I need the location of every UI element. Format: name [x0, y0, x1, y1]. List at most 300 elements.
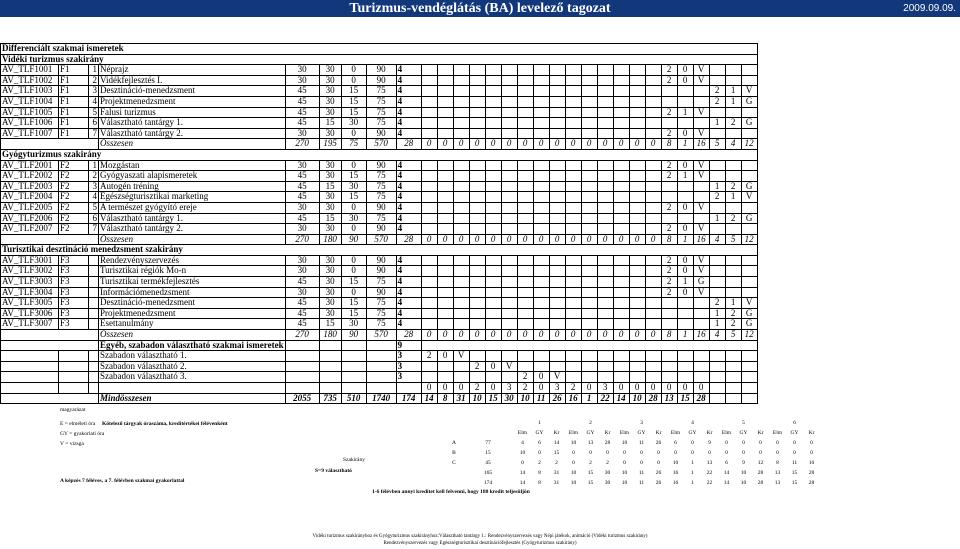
semester-cell: [741, 277, 757, 288]
semester-cell: [613, 361, 629, 372]
hours-cell: 9: [396, 340, 421, 351]
summary-blank: [500, 438, 514, 448]
hours-cell: 4: [396, 181, 421, 192]
course-index: [89, 383, 99, 394]
semester-subhead: GY: [637, 430, 646, 436]
semester-cell: [677, 181, 693, 192]
summary-cell: 8: [538, 480, 541, 486]
semester-cell: [517, 65, 533, 76]
semester-cell: 22: [597, 393, 613, 404]
semester-cell: [581, 255, 597, 266]
hours-cell: 15: [341, 86, 366, 97]
summary-cell: 0: [589, 450, 592, 456]
semester-cell: 2: [709, 192, 725, 203]
summary-cell: 15: [791, 470, 798, 476]
semester-cell: [645, 224, 661, 235]
course-name: Választható tantárgy 1.: [99, 213, 286, 224]
semester-cell: [725, 351, 741, 362]
semester-subhead: Kr: [808, 430, 815, 436]
semester-cell: [613, 118, 629, 129]
semester-cell: 0: [629, 383, 645, 394]
summary-cell: 13: [774, 470, 781, 476]
page-date: 2009.09.09.: [903, 3, 956, 14]
semester-cell: [677, 213, 693, 224]
semester-cell: [565, 255, 581, 266]
semester-cell: [533, 277, 549, 288]
summary-cell: 8: [776, 460, 779, 466]
hours-cell: 30: [319, 171, 341, 182]
semester-cell: [517, 266, 533, 277]
course-name: Turisztikai termékfejlesztés: [99, 277, 286, 288]
semester-cell: [693, 181, 709, 192]
table-row: [1, 266, 758, 277]
semester-cell: 0: [421, 234, 437, 245]
semester-cell: [501, 118, 517, 129]
semester-cell: [565, 298, 581, 309]
semester-cell: [661, 86, 677, 97]
summary-cell: 2: [538, 460, 541, 466]
summary-cell: 10: [570, 480, 577, 486]
hours-cell: 30: [319, 86, 341, 97]
semester-cell: [741, 224, 757, 235]
hours-cell: 0: [341, 202, 366, 213]
summary-cell: 0: [674, 450, 677, 456]
semester-cell: [469, 107, 485, 118]
semester-cell: 0: [677, 383, 693, 394]
hours-cell: [366, 361, 396, 372]
semester-cell: [725, 361, 741, 372]
semester-cell: [709, 393, 725, 404]
semester-cell: 5: [725, 234, 741, 245]
course-index: 4: [89, 192, 99, 203]
semester-cell: [549, 298, 565, 309]
table-row: [1, 107, 758, 118]
semester-cell: [613, 287, 629, 298]
semester-cell: [421, 372, 437, 383]
semester-cell: [645, 181, 661, 192]
semester-cell: 2: [661, 202, 677, 213]
semester-cell: 0: [677, 75, 693, 86]
summary-cell: 10: [621, 480, 628, 486]
hours-cell: 45: [285, 277, 319, 288]
semester-cell: 1: [581, 393, 597, 404]
semester-cell: [517, 319, 533, 330]
semester-cell: [581, 118, 597, 129]
summary-cell: 9: [708, 440, 711, 446]
semester-cell: [629, 128, 645, 139]
summary-cell: 31: [553, 480, 560, 486]
summary-cell: 15: [587, 480, 594, 486]
semester-cell: 0: [581, 234, 597, 245]
course-name: Gyógyaszati alapismeretek: [99, 171, 286, 182]
summary-label: [432, 468, 476, 478]
semester-cell: [597, 160, 613, 171]
course-name: Esettanulmány: [99, 319, 286, 330]
summary-blank: [500, 458, 514, 468]
summary-blank: [500, 468, 514, 478]
hours-cell: 30: [319, 277, 341, 288]
semester-cell: [421, 75, 437, 86]
semester-cell: [517, 171, 533, 182]
semester-cell: 8: [437, 393, 453, 404]
course-name: Választható tantárgy 2.: [99, 128, 286, 139]
semester-cell: 2: [709, 86, 725, 97]
summary-cell: 10: [570, 440, 577, 446]
semester-number: 2: [589, 420, 592, 426]
total-label: Összesen: [99, 234, 286, 245]
semester-cell: 1: [709, 319, 725, 330]
semester-cell: 1: [709, 308, 725, 319]
semester-subhead: GY: [535, 430, 544, 436]
semester-cell: [581, 202, 597, 213]
semester-cell: [597, 277, 613, 288]
hours-cell: [285, 351, 319, 362]
semester-cell: [549, 213, 565, 224]
hours-cell: 30: [319, 308, 341, 319]
semester-cell: G: [741, 308, 757, 319]
hours-cell: 0: [341, 266, 366, 277]
course-name: Projektmenedzsment: [99, 96, 286, 107]
hours-cell: 90: [366, 160, 396, 171]
section-heading: Vidéki turizmus szakirány: [1, 54, 758, 65]
hours-cell: 510: [341, 393, 366, 404]
semester-cell: [661, 361, 677, 372]
hours-cell: 30: [319, 128, 341, 139]
semester-cell: [533, 298, 549, 309]
semester-subhead: Elm: [721, 430, 732, 436]
semester-cell: 10: [629, 393, 645, 404]
semester-cell: [437, 277, 453, 288]
hours-cell: 75: [366, 277, 396, 288]
semester-cell: [565, 266, 581, 277]
hours-cell: 0: [341, 160, 366, 171]
semester-subhead: Elm: [568, 430, 579, 436]
semester-cell: G: [693, 277, 709, 288]
legend-note: S=9 választható: [315, 468, 352, 474]
semester-cell: [437, 266, 453, 277]
semester-cell: 2: [661, 224, 677, 235]
summary-cell: 0: [691, 440, 694, 446]
hours-cell: [396, 383, 421, 394]
section-heading: Differenciált szakmai ismeretek: [1, 44, 758, 55]
semester-cell: 1: [677, 107, 693, 118]
hours-cell: [285, 372, 319, 383]
semester-cell: 0: [677, 160, 693, 171]
semester-cell: [725, 160, 741, 171]
semester-cell: [549, 96, 565, 107]
semester-cell: [629, 75, 645, 86]
semester-cell: [501, 86, 517, 97]
semester-cell: [421, 340, 757, 351]
hours-cell: 4: [396, 107, 421, 118]
semester-cell: [645, 351, 661, 362]
semester-cell: [517, 351, 533, 362]
semester-cell: [741, 255, 757, 266]
semester-cell: [645, 372, 661, 383]
semester-cell: [485, 224, 501, 235]
hours-cell: 75: [366, 96, 396, 107]
semester-cell: 2: [661, 266, 677, 277]
table-row: [1, 171, 758, 182]
semester-cell: 2: [661, 287, 677, 298]
semester-cell: [549, 160, 565, 171]
semester-cell: [693, 319, 709, 330]
semester-cell: [725, 372, 741, 383]
table-row: [1, 213, 758, 224]
semester-cell: 0: [517, 234, 533, 245]
semester-number: 6: [793, 420, 796, 426]
summary-cell: 28: [757, 470, 764, 476]
hours-cell: 570: [366, 330, 396, 341]
semester-cell: [597, 224, 613, 235]
semester-cell: [453, 202, 469, 213]
semester-cell: [581, 319, 597, 330]
code-cell: [1, 234, 99, 245]
semester-cell: [501, 75, 517, 86]
semester-cell: [485, 128, 501, 139]
semester-subhead: Kr: [553, 430, 560, 436]
semester-cell: [469, 266, 485, 277]
semester-cell: 1: [677, 234, 693, 245]
course-index: [89, 266, 99, 277]
legend-e: E = elméleti óra: [60, 421, 96, 427]
semester-cell: [597, 171, 613, 182]
hours-cell: 30: [319, 107, 341, 118]
semester-cell: [501, 287, 517, 298]
module-code: F3: [59, 298, 89, 309]
semester-cell: 4: [725, 139, 741, 150]
semester-cell: [533, 65, 549, 76]
semester-cell: 31: [453, 393, 469, 404]
module-code: F1: [59, 65, 89, 76]
hours-cell: 15: [319, 118, 341, 129]
semester-cell: [453, 255, 469, 266]
semester-cell: [469, 171, 485, 182]
semester-cell: [549, 75, 565, 86]
semester-cell: [469, 287, 485, 298]
semester-cell: [533, 287, 549, 298]
summary-cell: 0: [572, 450, 575, 456]
course-index: 7: [89, 224, 99, 235]
semester-cell: [693, 192, 709, 203]
semester-cell: [517, 298, 533, 309]
table-row: [1, 234, 758, 245]
semester-cell: [693, 372, 709, 383]
semester-cell: [517, 118, 533, 129]
semester-cell: V: [693, 107, 709, 118]
hours-cell: 15: [341, 171, 366, 182]
semester-cell: [485, 96, 501, 107]
semester-cell: [533, 171, 549, 182]
semester-cell: 10: [469, 393, 485, 404]
semester-cell: 2: [469, 361, 485, 372]
semester-cell: [437, 96, 453, 107]
semester-cell: [645, 128, 661, 139]
semester-cell: [693, 361, 709, 372]
hours-cell: 15: [319, 319, 341, 330]
semester-cell: 0: [629, 234, 645, 245]
semester-cell: [725, 383, 741, 394]
section-heading: Turisztikai desztináció menedzsment szakirány: [1, 245, 758, 256]
hours-cell: 30: [285, 202, 319, 213]
semester-subhead: Elm: [619, 430, 630, 436]
semester-cell: [693, 298, 709, 309]
semester-cell: [533, 96, 549, 107]
semester-cell: [725, 277, 741, 288]
table-row: [1, 224, 758, 235]
semester-cell: 5: [725, 330, 741, 341]
hours-cell: 174: [396, 393, 421, 404]
summary-blank: [432, 428, 514, 438]
semester-cell: 12: [741, 234, 757, 245]
semester-cell: [565, 319, 581, 330]
hours-cell: 75: [366, 107, 396, 118]
semester-cell: V: [693, 266, 709, 277]
semester-cell: 0: [533, 234, 549, 245]
summary-cell: 10: [621, 470, 628, 476]
semester-cell: [613, 107, 629, 118]
semester-cell: 2: [725, 319, 741, 330]
semester-cell: [709, 202, 725, 213]
course-code: AV_TLF3007: [1, 319, 59, 330]
module-code: F2: [59, 202, 89, 213]
semester-cell: [581, 224, 597, 235]
semester-cell: [597, 361, 613, 372]
semester-cell: 1: [709, 118, 725, 129]
course-index: [89, 277, 99, 288]
semester-cell: [421, 118, 437, 129]
semester-cell: [501, 319, 517, 330]
summary-cell: 0: [572, 460, 575, 466]
semester-cell: [549, 351, 565, 362]
curriculum-table: [0, 43, 758, 404]
summary-cell: 2: [606, 460, 609, 466]
semester-cell: [645, 308, 661, 319]
semester-cell: [597, 319, 613, 330]
summary-cell: 0: [793, 440, 796, 446]
summary-cell: 0: [810, 450, 813, 456]
semester-cell: [581, 308, 597, 319]
semester-cell: V: [549, 372, 565, 383]
semester-cell: [501, 181, 517, 192]
semester-cell: [677, 319, 693, 330]
semester-cell: [453, 160, 469, 171]
semester-cell: [485, 75, 501, 86]
semester-cell: 2: [661, 277, 677, 288]
hours-cell: [366, 340, 396, 351]
semester-cell: [677, 298, 693, 309]
table-row: [1, 361, 758, 372]
semester-cell: [533, 213, 549, 224]
semester-cell: [597, 308, 613, 319]
semester-cell: 4: [709, 234, 725, 245]
course-code: AV_TLF3004: [1, 287, 59, 298]
semester-cell: [485, 351, 501, 362]
semester-cell: [549, 361, 565, 372]
legend-credit: 1-6 félévben annyi kreditet kell felvenni, hogy 180 kredit teljesüljön: [372, 489, 530, 495]
semester-cell: [677, 372, 693, 383]
table-row: [1, 340, 758, 351]
semester-cell: [549, 266, 565, 277]
semester-cell: 0: [485, 139, 501, 150]
semester-cell: [517, 277, 533, 288]
semester-cell: [437, 107, 453, 118]
semester-cell: 0: [485, 234, 501, 245]
semester-cell: [741, 107, 757, 118]
summary-cell: 0: [640, 450, 643, 456]
hours-cell: 75: [366, 181, 396, 192]
course-code: AV_TLF3001: [1, 255, 59, 266]
semester-cell: [421, 287, 437, 298]
table-row: [1, 277, 758, 288]
summary-cell: 8: [538, 470, 541, 476]
semester-cell: [485, 287, 501, 298]
hours-cell: 75: [366, 86, 396, 97]
semester-cell: [469, 308, 485, 319]
semester-cell: [437, 361, 453, 372]
hours-cell: 15: [341, 96, 366, 107]
semester-cell: 0: [533, 139, 549, 150]
semester-cell: [421, 308, 437, 319]
semester-cell: 3: [501, 383, 517, 394]
summary-cell: 0: [521, 460, 524, 466]
semester-cell: 8: [661, 139, 677, 150]
summary-label: C: [452, 460, 456, 466]
semester-cell: [549, 308, 565, 319]
semester-cell: [549, 277, 565, 288]
semester-cell: [501, 128, 517, 139]
semester-cell: [597, 128, 613, 139]
semester-cell: [501, 96, 517, 107]
hours-cell: 75: [366, 308, 396, 319]
hours-cell: 4: [396, 96, 421, 107]
semester-cell: V: [693, 128, 709, 139]
semester-cell: 4: [709, 330, 725, 341]
summary-cell: 14: [519, 480, 526, 486]
semester-cell: V: [693, 65, 709, 76]
semester-cell: [533, 361, 549, 372]
semester-cell: [437, 181, 453, 192]
semester-cell: [533, 160, 549, 171]
total-label: Összesen: [99, 330, 286, 341]
semester-cell: [421, 298, 437, 309]
table-row: [1, 351, 758, 362]
semester-cell: [469, 118, 485, 129]
module-code: F3: [59, 266, 89, 277]
hours-cell: 30: [319, 160, 341, 171]
course-index: 6: [89, 118, 99, 129]
semester-cell: [741, 128, 757, 139]
summary-total: 45: [485, 460, 491, 466]
course-index: 7: [89, 128, 99, 139]
semester-cell: 16: [565, 393, 581, 404]
semester-cell: [485, 192, 501, 203]
course-index: [89, 298, 99, 309]
semester-cell: 2: [725, 308, 741, 319]
legend-gy: GY = gyakorlati óra: [60, 431, 105, 437]
hours-cell: 30: [285, 255, 319, 266]
semester-cell: [549, 202, 565, 213]
module-code: [59, 351, 89, 362]
hours-cell: 45: [285, 319, 319, 330]
semester-cell: 28: [693, 393, 709, 404]
semester-cell: [661, 351, 677, 362]
semester-cell: 3: [549, 383, 565, 394]
semester-cell: V: [453, 351, 469, 362]
semester-subhead: GY: [586, 430, 595, 436]
semester-cell: 0: [437, 351, 453, 362]
module-code: F2: [59, 192, 89, 203]
